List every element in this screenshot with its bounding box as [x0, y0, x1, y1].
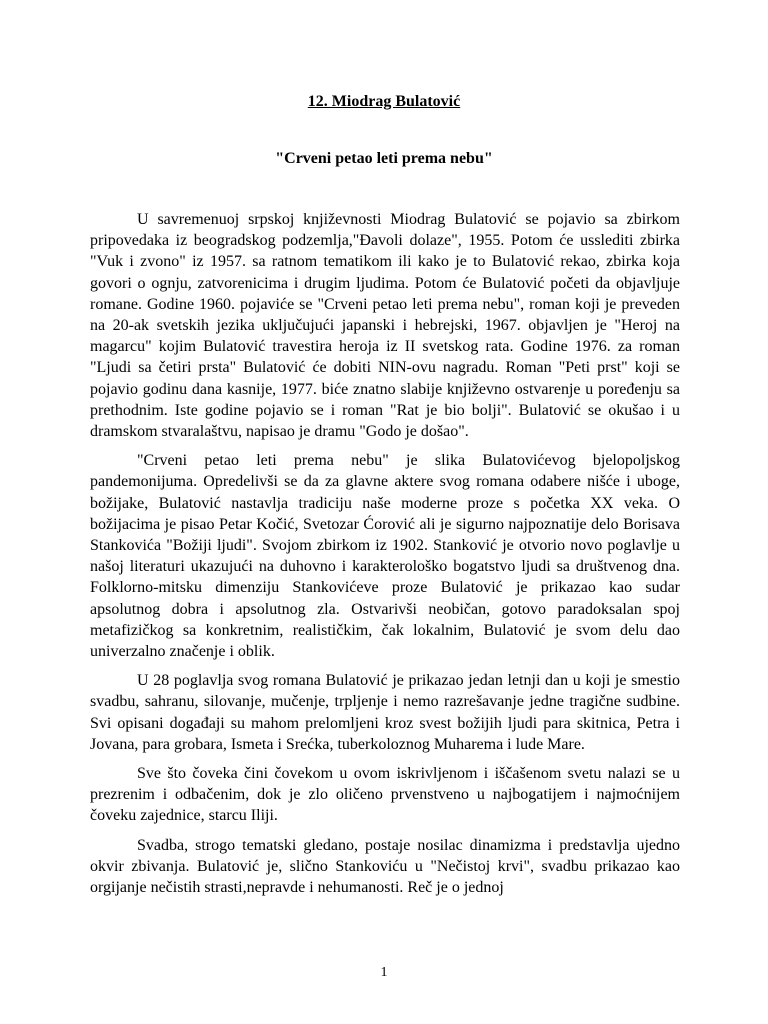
- paragraph-5: Svadba, strogo tematski gledano, postaje nosilac dinamizma i predstavlja ujedno okvir zbivanja. Bulatović je, slično Stankoviću u "Nečistoj krvi", svadbu prikazao kao orgijanje nečistih strasti,nepravde i nehumanosti. Reč je o jednoj: [90, 836, 680, 897]
- paragraph-1: U savremenuoj srpskoj književnosti Miodrag Bulatović se pojavio sa zbirkom pripovedaka iz beogradskog podzemlja,"Đavoli dolaze", 1955. Potom će usslediti zbirka "Vuk i zvono" iz 1957. sa ratnom tematikom ili kako je to Bulatović rekao, zbirka koja govori o ognju, zatvorenicima i drugim ljudima. Potom će Bulatović početi da objavljuje romane. Godine 1960. pojaviće se "Crveni petao leti prema nebu", roman koji je preveden na 20-ak svetskih jezika uključujući japanski i hebrejski, 1967. objavljen je "Heroj na magarcu" kojim Bulatović travestira heroja iz II svetskog rata. Godine 1976. za roman "Ljudi sa četiri prsta" Bulatović će dobiti NIN-ovu nagradu. Roman "Peti prst" koji se pojavio godinu dana kasnije, 1977. biće znatno slabije književno ostvarenje u poređenju sa prethodnim. Iste godine pojavio se i roman "Rat je bio bolji". Bulatović se okušao i u dramskom stvaralaštvu, napisao je dramu "Godo je došao".: [90, 211, 680, 441]
- paragraph-2: "Crveni petao leti prema nebu" je slika Bulatovićevog bjelopoljskog pandemonijuma. Opredelivši se da za glavne aktere svog romana odabere nišće i uboge, božijake, Bulatović nastavlja tradiciju naše moderne proze s početka XX veka. O božijacima je pisao Petar Kočić, Svetozar Ćorović ali je sigurno najpoznatije delo Borisava Stankovića "Božiji ljudi". Svojom zbirkom iz 1902. Stanković je otvorio novo poglavlje u našoj literaturi ukazujući na duhovno i karakterološko bogatstvo ljudi sa društvenog dna. Folklorno-mitsku dimenziju Stankovićeve proze Bulatović je prikazao kao sudar apsolutnog dobra i apsolutnog zla. Ostvarivši neobičan, gotovo paradoksalan spoj metafizičkog sa konkretnim, realističkim, čak lokalnim, Bulatović je svom delu dao univerzalno značenje i oblik.: [90, 452, 680, 661]
- paragraph-3: U 28 poglavlja svog romana Bulatović je prikazao jedan letnji dan u koji je smestio svadbu, sahranu, silovanje, mučenje, trpljenje i nemo razrešavanje jedne tragične sudbine. Svi opisani događaji su mahom prelomljeni kroz svest božijih ljudi para skitnica, Petra i Jovana, para grobara, Ismeta i Srećka, tuberkoloznog Muharema i lude Mare.: [90, 672, 680, 753]
- paragraph-4: Sve što čoveka čini čovekom u ovom iskrivljenom i iščašenom svetu nalazi se u prezrenim i odbačenim, dok je zlo oličeno prvenstveno u najbogatijem i najmoćnijem čoveku zajednice, starcu Iliji.: [90, 765, 680, 825]
- page-title: 12. Miodrag Bulatović: [307, 93, 461, 110]
- page-number: 1: [380, 965, 388, 980]
- novel-title: "Crveni petao leti prema nebu": [275, 150, 493, 167]
- body-text: [90, 209, 680, 906]
